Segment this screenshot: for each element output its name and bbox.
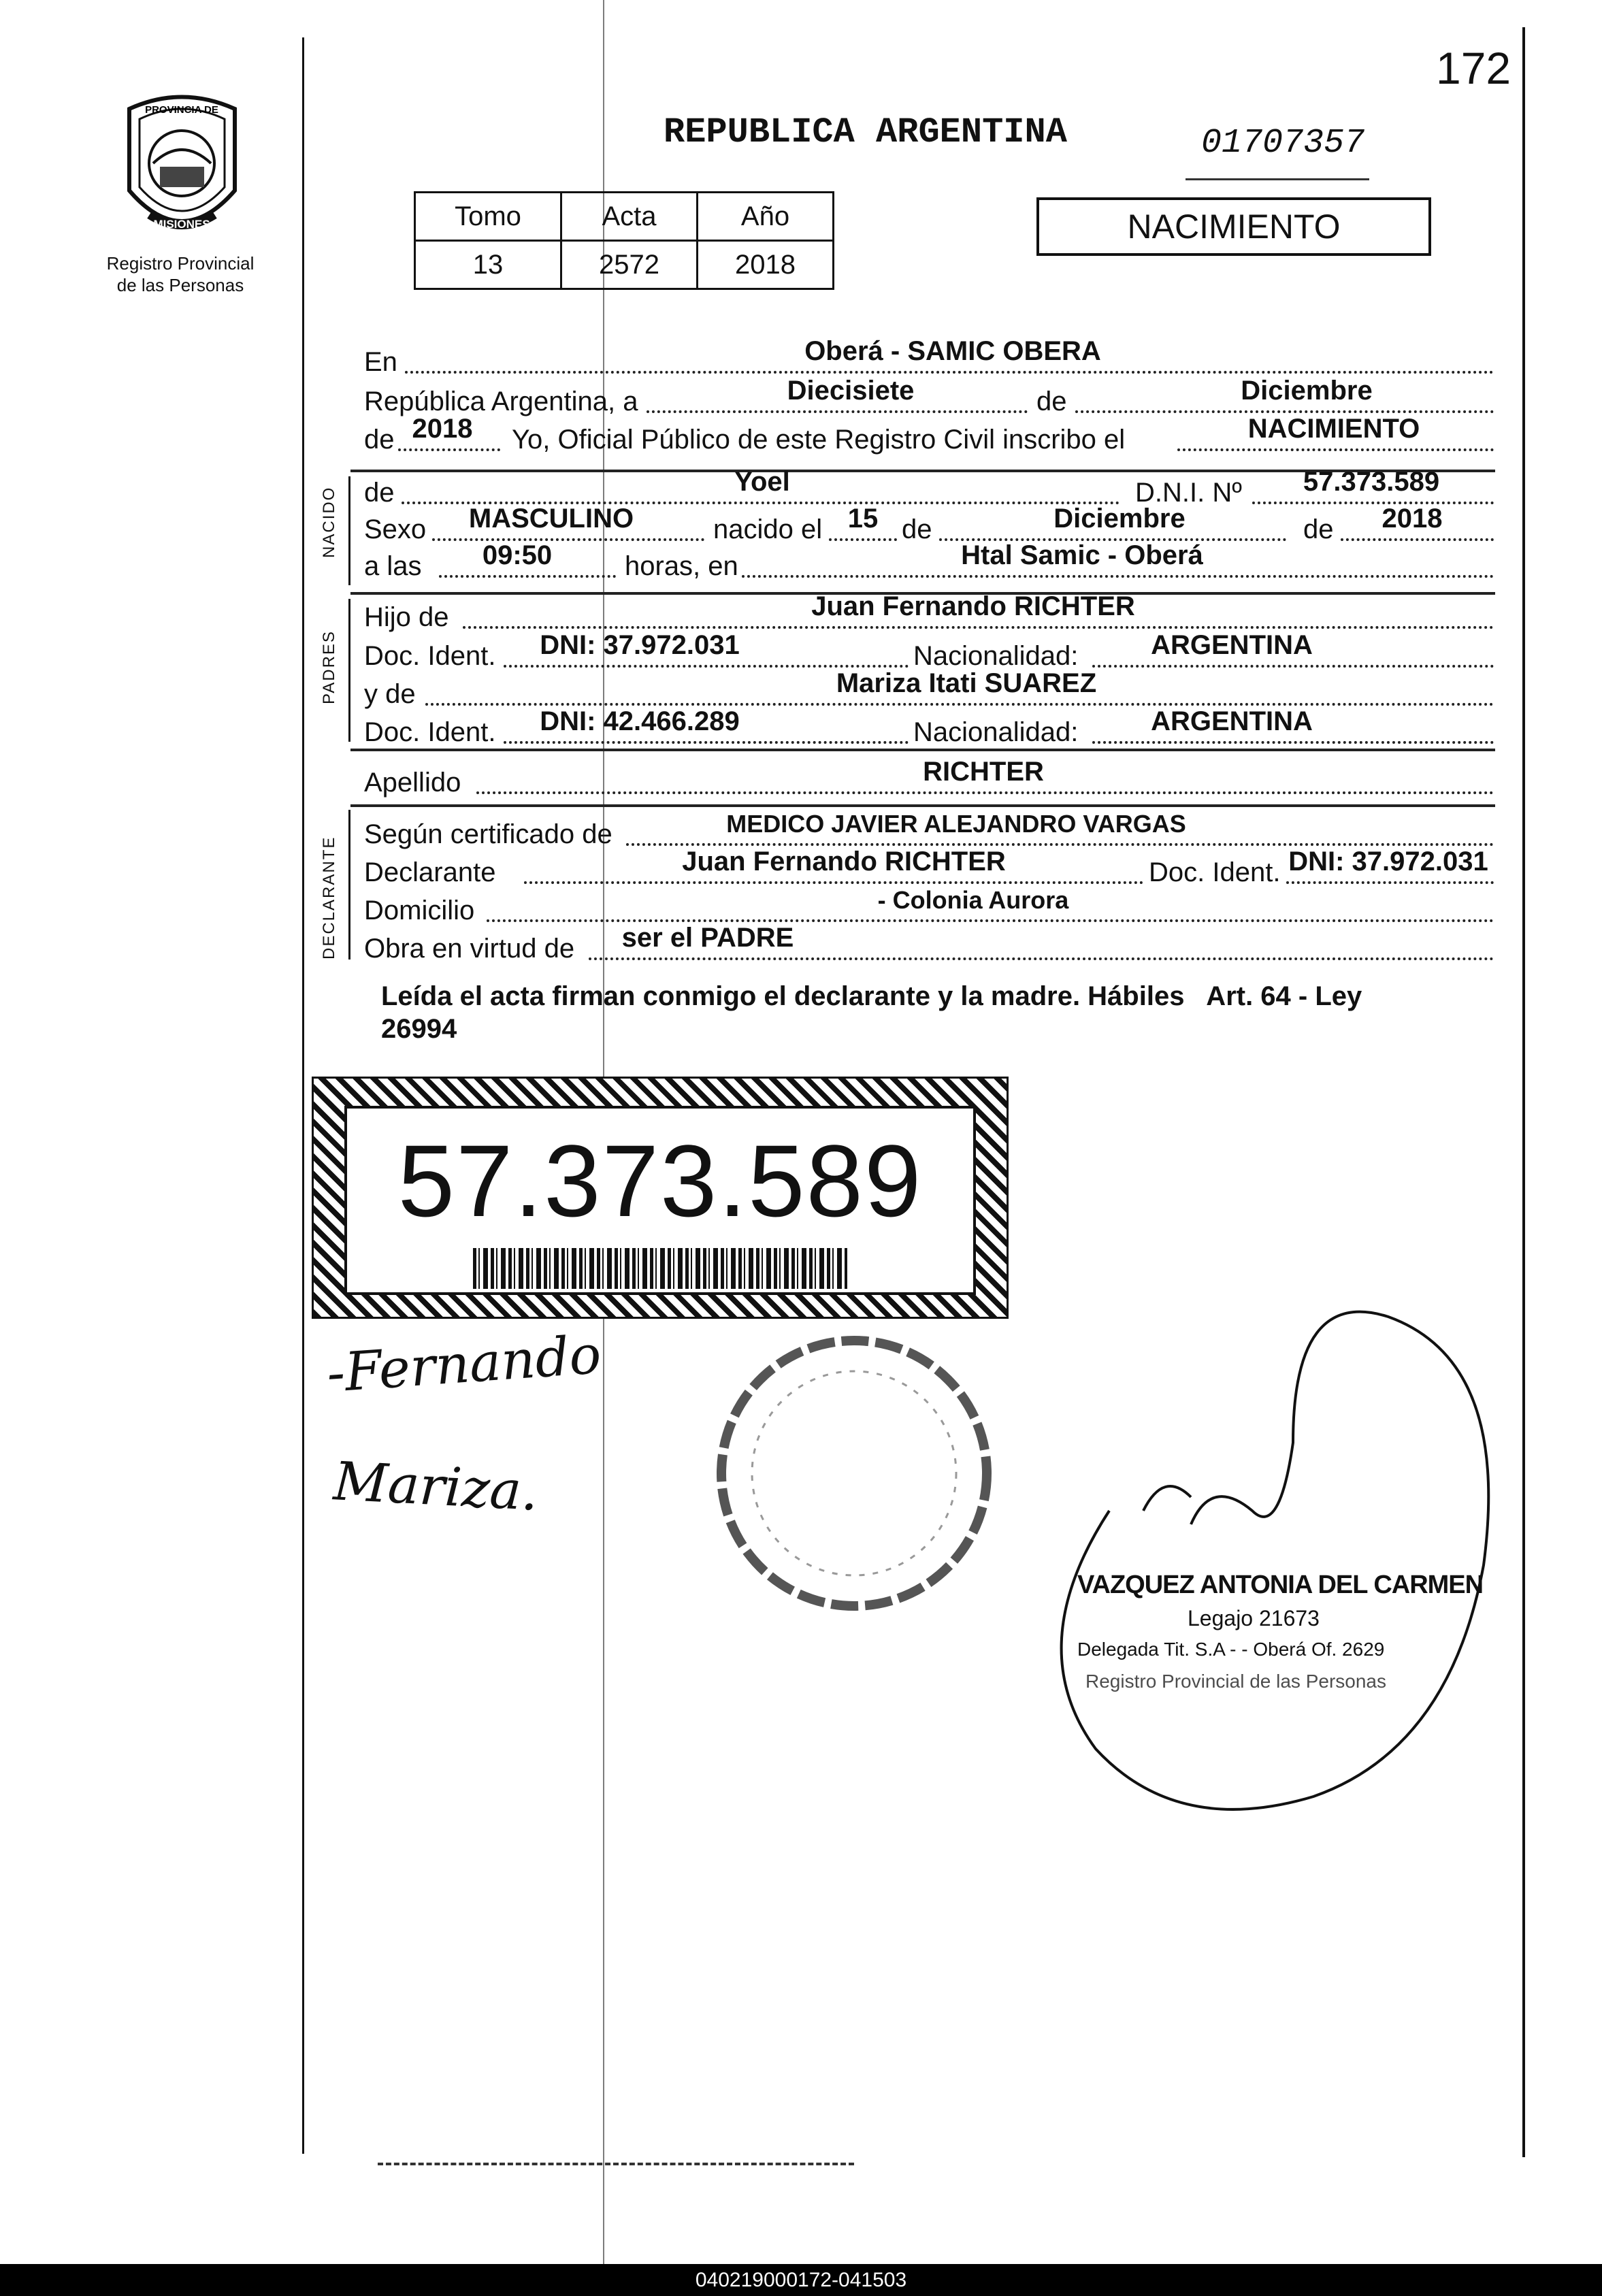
bottom-dashes [378,2163,854,2165]
de-label: de [1036,387,1067,416]
dni-label: D.N.I. Nº [1135,478,1242,508]
decl-doc-dots [1286,881,1494,884]
anio-value: 2018 [698,241,834,289]
doc2-dots [504,741,909,744]
doc1-value: DNI: 37.972.031 [540,630,740,660]
day-dots [647,410,1028,413]
logo-caption-2: de las Personas [116,275,244,295]
officer-cargo: Delegada Tit. S.A - - Oberá Of. 2629 [1077,1639,1385,1660]
nacido-section-label: NACIDO [320,486,338,558]
decl-dots [524,881,1143,884]
seal-text-bottom: MISIONES [153,218,210,231]
nacido-de-label-3: de [1303,514,1334,544]
nacido-bracket [348,476,350,585]
dom-label: Domicilio [364,896,475,925]
apellido-label: Apellido [364,768,461,798]
id-sticker [312,1077,1009,1319]
nacido-el-label: nacido el [713,514,823,544]
acta-header: Acta [561,193,698,241]
apellido-value: RICHTER [923,757,1044,787]
seal-text-top: PROVINCIA DE [145,104,218,116]
doc2-label: Doc. Ident. [364,717,496,747]
rep-label: República Argentina, a [364,387,638,416]
en-dots [405,371,1494,374]
year-dots [398,448,500,451]
acta-value: 2572 [561,241,698,289]
officer-org: Registro Provincial de las Personas [1085,1671,1386,1692]
tomo-value: 13 [415,241,561,289]
id-sticker-inner [344,1106,976,1295]
madre-dots [425,703,1494,706]
closing-line-1: Leída el acta firman conmigo el declarante y la madre. Hábiles Art. 64 - Ley [381,981,1362,1011]
month-value: Diciembre [1241,376,1373,406]
record-table [414,191,834,290]
doc1-dots [504,665,909,668]
nacido-year-dots [1341,538,1494,541]
nacido-day-dots [829,538,897,541]
nac1-label: Nacionalidad: [913,641,1079,671]
signature-fernando: -Fernando [325,1324,604,1405]
child-name-value: Yoel [734,467,790,497]
country-heading: REPUBLICA ARGENTINA [664,112,1067,152]
id-sticker-number: 57.373.589 [397,1124,923,1238]
yde-label: y de [364,679,416,709]
inscribo-value: NACIMIENTO [1247,414,1420,444]
nac2-value: ARGENTINA [1151,706,1313,736]
closing-line-2: 26994 [381,1014,457,1044]
decl-value: Juan Fernando RICHTER [682,847,1006,876]
dom-value: - Colonia Aurora [877,886,1069,914]
padres-bracket [348,599,350,742]
en-label: En [364,347,397,377]
nacido-month-value: Diciembre [1053,504,1186,534]
officer-name: VAZQUEZ ANTONIA DEL CARMEN [1077,1571,1484,1599]
nac2-label: Nacionalidad: [913,717,1079,747]
decl-label: Declarante [364,857,496,887]
separator-4 [350,804,1495,807]
inscribo-text: Yo, Oficial Público de este Registro Civil inscribo el [512,425,1126,455]
separator-3 [350,749,1495,751]
doc-type-box [1036,197,1431,256]
time-dots [439,575,616,578]
tomo-header: Tomo [415,193,561,241]
doc-type-label: NACIMIENTO [1127,208,1341,246]
nac1-value: ARGENTINA [1151,630,1313,660]
cert-dots [626,843,1494,846]
obra-dots [589,957,1494,960]
nacido-day-value: 15 [847,504,879,534]
obra-value: ser el PADRE [621,923,794,953]
padre-value: Juan Fernando RICHTER [811,591,1135,621]
nacido-year-value: 2018 [1382,504,1443,534]
page-number: 172 [1436,43,1511,93]
footer-code: 040219000172-041503 [695,2269,907,2291]
hijo-label: Hijo de [364,602,449,632]
horas-label: horas, en [625,551,738,581]
madre-value: Mariza Itati SUAREZ [836,668,1097,698]
dom-dots [487,919,1494,922]
signature-mariza: Mariza. [331,1451,540,1523]
nacido-de-label-2: de [902,514,932,544]
declarante-bracket [348,810,350,960]
nac1-dots [1092,665,1494,668]
decl-doc-label: Doc. Ident. [1149,857,1281,887]
right-margin-line [1522,27,1525,2157]
left-margin-line [302,37,304,2154]
logo-caption-1: Registro Provincial [106,253,255,274]
serial-number: 01707357 [1201,124,1365,163]
day-value: Diecisiete [787,376,915,406]
cert-label: Según certificado de [364,819,612,849]
nac2-dots [1092,741,1494,744]
lugar-dots [742,575,1494,578]
time-value: 09:50 [482,540,553,570]
obra-label: Obra en virtud de [364,934,575,964]
nacido-de-label: de [364,478,395,508]
footer-bar [0,2264,1602,2296]
declarante-section-label: DECLARANTE [320,836,338,960]
en-value: Oberá - SAMIC OBERA [804,336,1101,366]
de2-label: de [364,425,395,455]
decl-doc-value: DNI: 37.972.031 [1288,847,1488,876]
year-value: 2018 [412,414,473,444]
alas-label: a las [364,551,422,581]
anio-header: Año [698,193,834,241]
padres-section-label: PADRES [320,630,338,704]
cert-value: MEDICO JAVIER ALEJANDRO VARGAS [726,810,1186,838]
doc2-value: DNI: 42.466.289 [540,706,740,736]
child-dni-value: 57.373.589 [1303,467,1440,497]
serial-underline [1186,178,1369,180]
padre-dots [463,626,1494,629]
lugar-value: Htal Samic - Oberá [961,540,1203,570]
apellido-dots [476,791,1494,794]
id-barcode [473,1248,847,1289]
inscribo-dots [1177,448,1494,451]
official-circular-stamp [708,1327,1000,1620]
doc1-label: Doc. Ident. [364,641,496,671]
month-dots [1075,410,1494,413]
sexo-label: Sexo [364,514,427,544]
sexo-value: MASCULINO [468,504,634,534]
province-seal [116,88,248,245]
officer-legajo: Legajo 21673 [1188,1606,1320,1630]
